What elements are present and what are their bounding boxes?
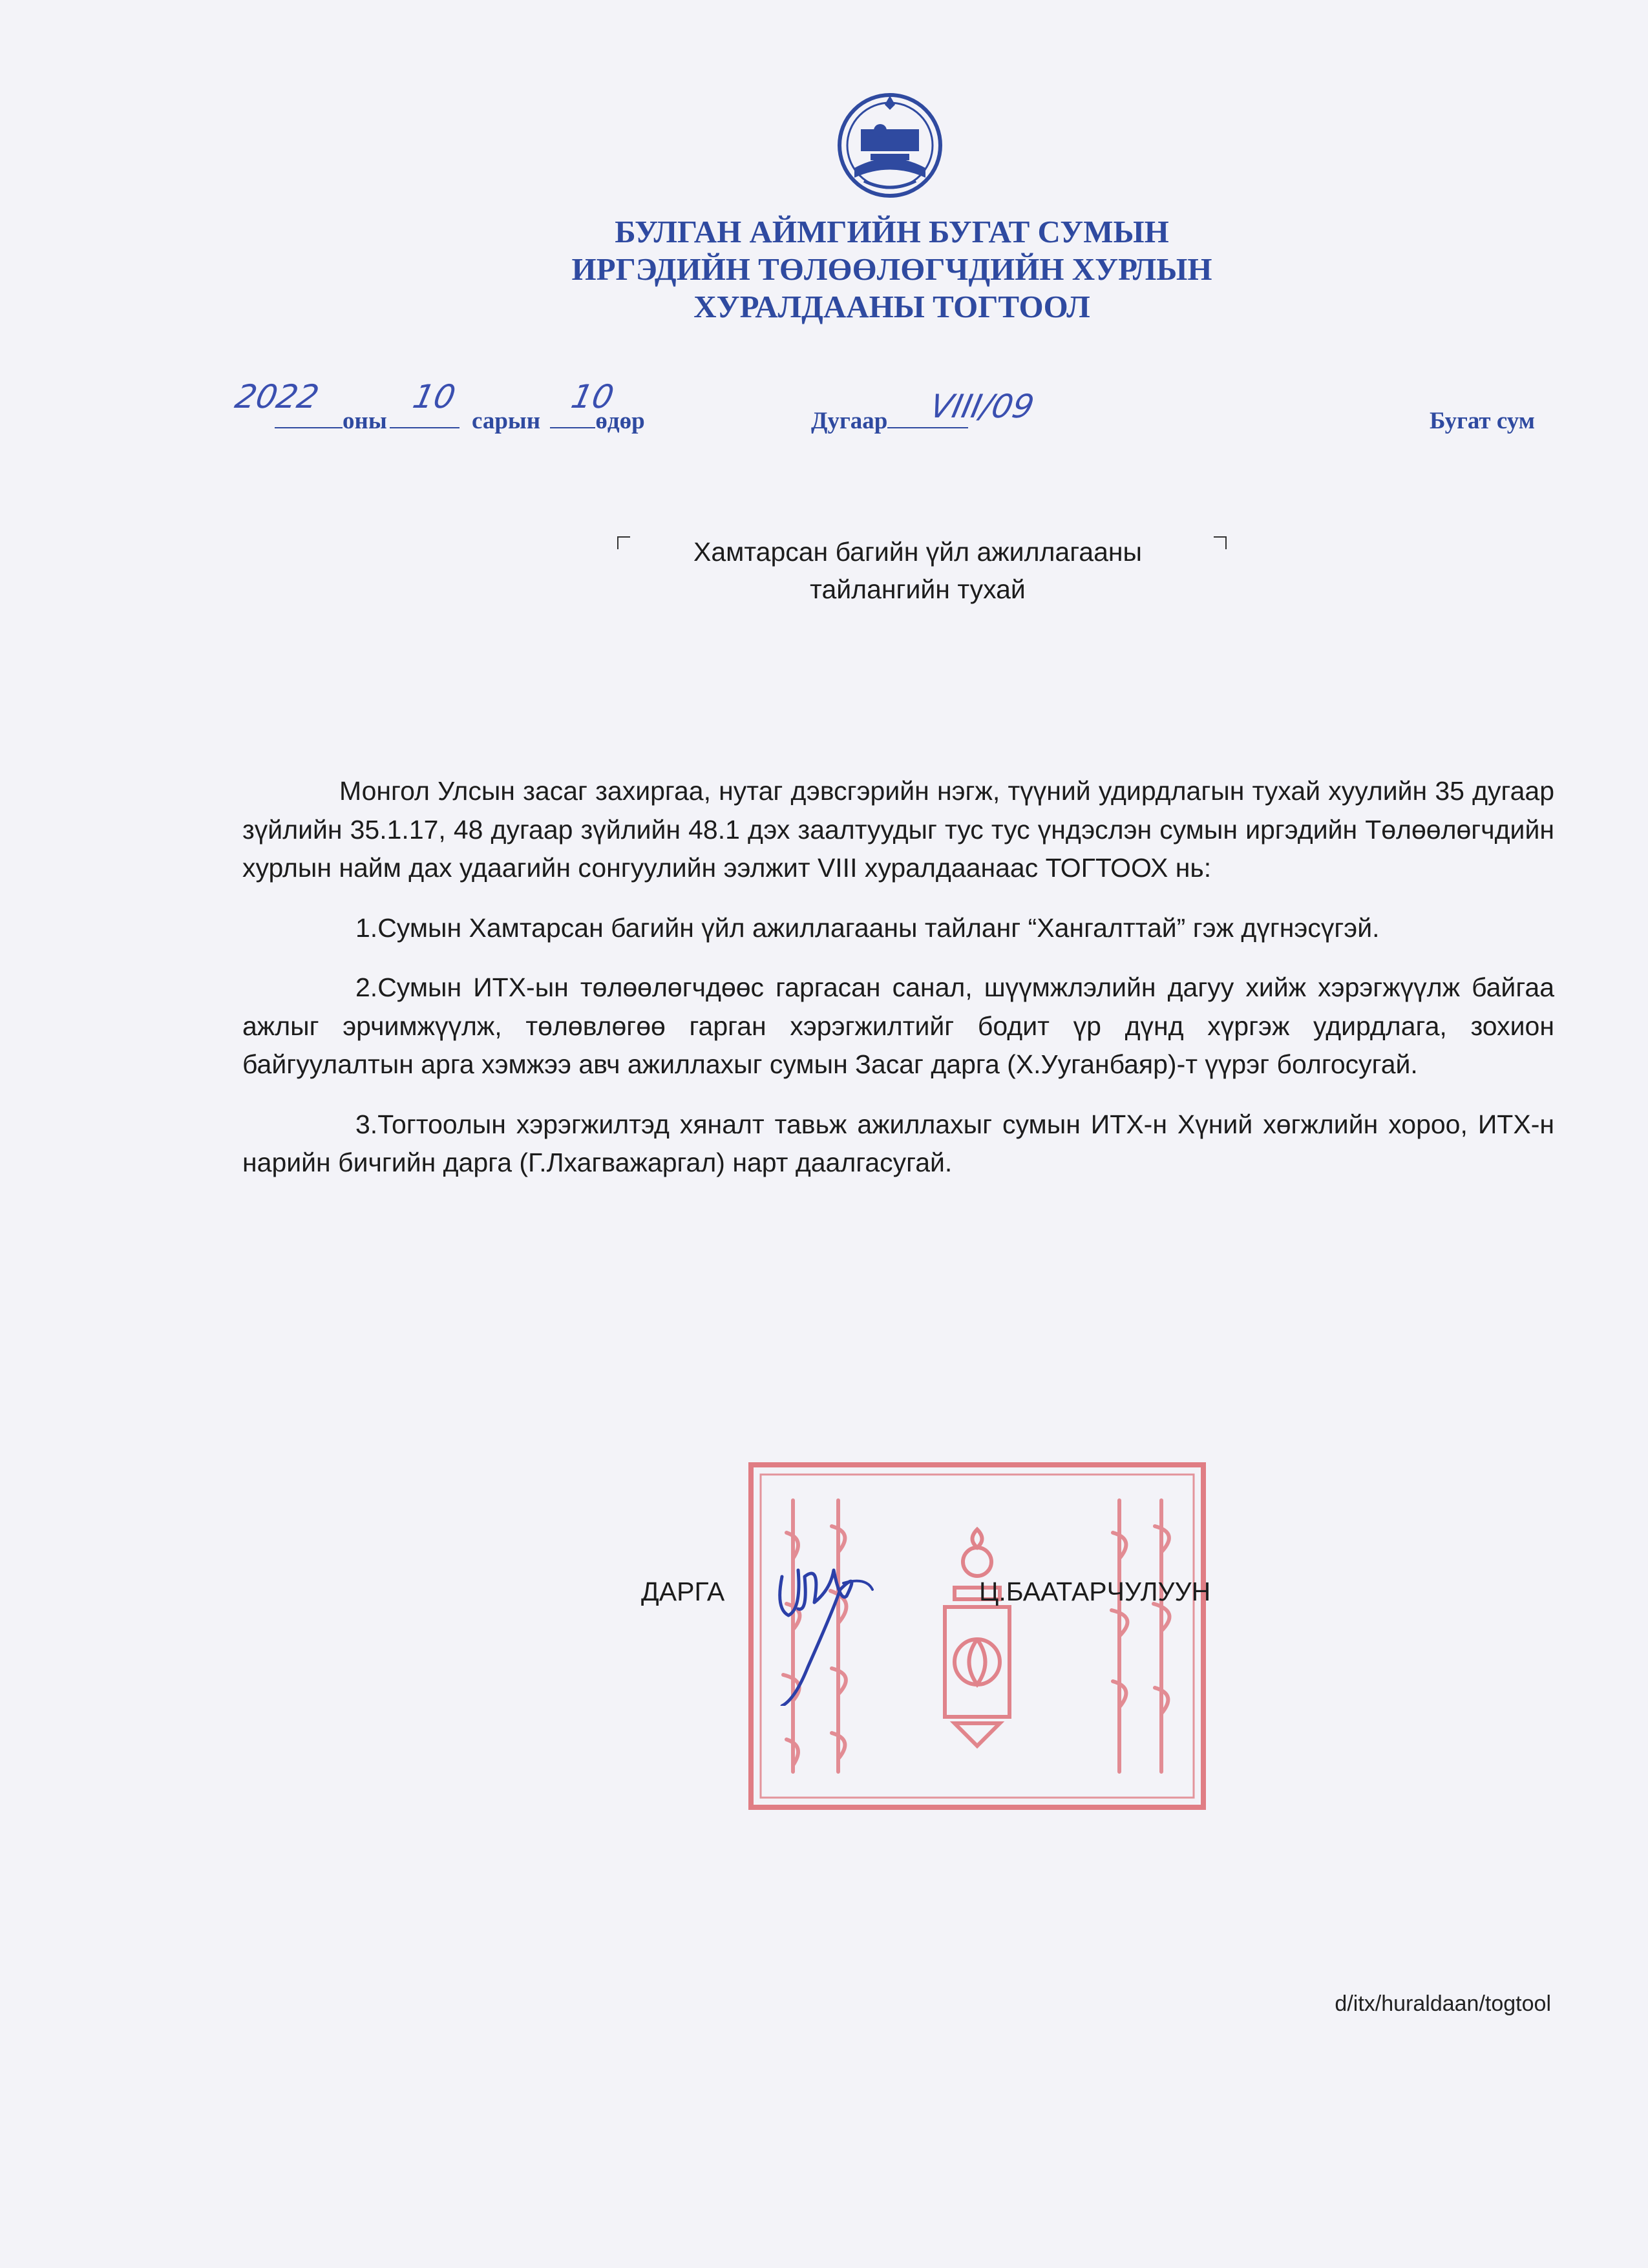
handwritten-number: VIII/09 bbox=[926, 388, 1038, 425]
document-header bbox=[452, 213, 1331, 326]
handwritten-day: 10 bbox=[567, 378, 617, 415]
file-path-footer: d/itx/huraldaan/togtool bbox=[1335, 1991, 1551, 2016]
subject-line-1: Хамтарсан багийн үйл ажиллагааны bbox=[693, 537, 1142, 567]
state-emblem-icon bbox=[835, 90, 945, 200]
header-line-3: ХУРАЛДААНЫ ТОГТООЛ bbox=[693, 289, 1090, 324]
resolution-body bbox=[242, 772, 1554, 1182]
body-intro: Монгол Улсын засаг захиргаа, нутаг дэвсгэрийн нэгж, түүний удирдлагын тухай хуулийн 35 дугаар зүйлийн 35.1.17, 48 дугаар зүйлийн 48.1 дэх заалтуудыг тус тус үндэслэн сумын иргэдийн Төлөөлөгчдийн хурлын найм дах удаагийн сонгуулийн ээлжит VIII хуралдаанаас ТОГТООХ нь: bbox=[242, 776, 1554, 883]
day-suffix: өдөр bbox=[595, 408, 645, 434]
month-suffix: сарын bbox=[471, 408, 541, 434]
handwritten-signature bbox=[769, 1551, 879, 1706]
year-suffix: оны bbox=[343, 408, 387, 434]
subject-corner-right bbox=[1214, 536, 1227, 549]
resolution-item-2: 2.Сумын ИТХ-ын төлөөлөгчдөөс гаргасан санал, шүүмжлэлийн дагуу хийж хэрэгжүүлж байгаа ажлыг эрчимжүүлж, төлөвлөгөө гарган хэрэгжилтийг бодит үр дүнд хүргэж удирдлага, зохион байгуулалтын арга хэмжээ авч ажиллахыг сумын Засаг дарга (Х.Ууганбаяр)-т үүрэг болгосугай. bbox=[242, 972, 1554, 1079]
subject-title bbox=[620, 533, 1215, 608]
number-label: Дугаар bbox=[811, 408, 888, 434]
handwritten-month: 10 bbox=[409, 378, 459, 415]
signatory-name: Ц.БААТАРЧУЛУУН bbox=[979, 1577, 1211, 1606]
subject-line-2: тайлангийн тухай bbox=[810, 574, 1026, 604]
signatory-title: ДАРГА bbox=[641, 1577, 725, 1606]
header-line-1: БУЛГАН АЙМГИЙН БУГАТ СУМЫН bbox=[615, 214, 1169, 249]
place-name: Бугат сум bbox=[1430, 408, 1535, 434]
handwritten-year: 2022 bbox=[231, 378, 322, 415]
resolution-item-1: 1.Сумын Хамтарсан багийн үйл ажиллагааны тайланг “Хангалттай” гэж дүгнэсүгэй. bbox=[355, 912, 1380, 943]
resolution-item-3: 3.Тогтоолын хэрэгжилтэд хяналт тавьж ажиллахыг сумын ИТХ-н Хүний хөгжлийн хороо, ИТХ-н нарийн бичгийн дарга (Г.Лхагважаргал) нарт даалгасугай. bbox=[242, 1109, 1554, 1177]
header-line-2: ИРГЭДИЙН ТӨЛӨӨЛӨГЧДИЙН ХУРЛЫН bbox=[571, 251, 1212, 287]
